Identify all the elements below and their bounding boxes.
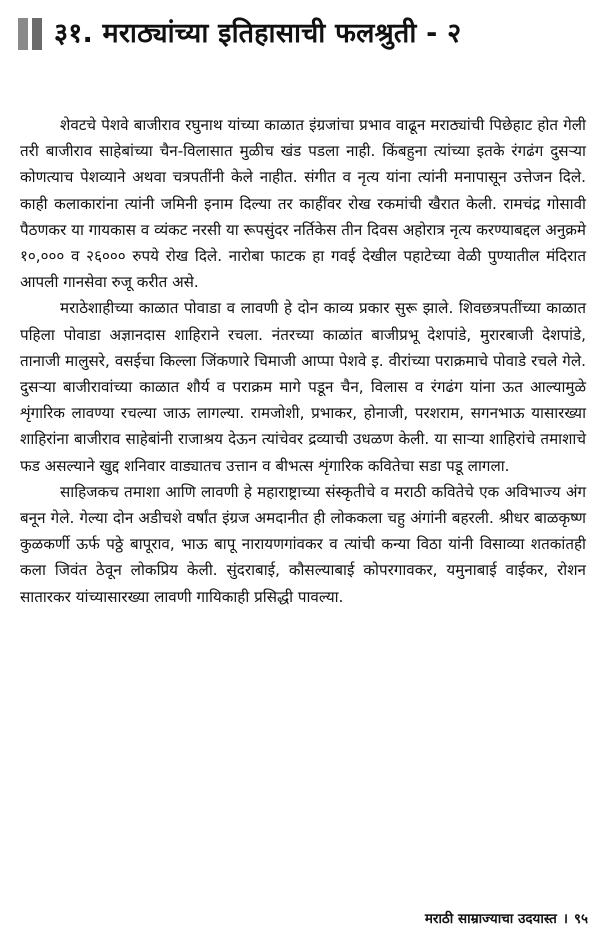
paragraph: शेवटचे पेशवे बाजीराव रघुनाथ यांच्या काळात इंग्रजांचा प्रभाव वाढून मराठ्यांची पिछेहाट होत गेली तरी बाजीराव साहेबांच्या चैन-विलासात मुळीच खंड पडला नाही. किंबहुना त्यांच्या इतके रंगढंग दुसऱ्या कोणत्याच पेशव्याने अथवा चत्रपतींनी केले नाहीत. संगीत व नृत्य यांना त्यांनी मनापासून उत्तेजन दिले. काही कलाकारांना त्यांनी जमिनी इनाम दिल्या तर काहींवर रोख रकमांची खैरात केली. रामचंद्र गोसावी पैठणकर या गायकास व व्यंकट नरसी या रूपसुंदर नर्तिकेस तीन दिवस अहोरात्र नृत्य करण्याबद्दल अनुक्रमे १०,००० व २६००० रुपये रोख दिले. नारोबा फाटक हा गवई देखील पहाटेच्या वेळी पुण्यातील मंदिरात आपली गानसेवा रुजू करीत असे. <box>20 116 586 292</box>
footer-separator: । <box>562 911 568 927</box>
marker-bar <box>32 18 42 50</box>
page-footer <box>320 904 588 932</box>
paragraph: साहिजकच तमाशा आणि लावणी हे महाराष्ट्राच्या संस्कृतीचे व मराठी कवितेचे एक अविभाज्य अंग बनून गेले. गेल्या दोन अडीचशे वर्षांत इंग्रज अमदानीत ही लोककला चहु अंगांनी बहरली. श्रीधर बाळकृष्ण कुळकर्णी ऊर्फ पठ्ठे बापूराव, भाऊ बापू नारायणगांवकर व त्यांची कन्या विठा यांनी विसाव्या शतकांतही कला जिवंत ठेवून लोकप्रिय केली. सुंदराबाई, कौसल्याबाई कोपरगावकर, यमुनाबाई वाईकर, रोशन सातारकर यांच्यासारख्या लावणी गायिकाही प्रसिद्धी पावल्या. <box>20 482 586 606</box>
paragraph: मराठेशाहीच्या काळात पोवाडा व लावणी हे दोन काव्य प्रकार सुरू झाले. शिवछत्रपतींच्या काळात पहिला पोवाडा अज्ञानदास शाहिराने रचला. नंतरच्या काळांत बाजीप्रभू देशपांडे, मुरारबाजी देशपांडे, तानाजी मालुसरे, वसईचा किल्ला जिंकणारे चिमाजी आप्पा पेशवे इ. वीरांच्या पराक्रमाचे पोवाडे रचले गेले. दुसऱ्या बाजीरावांच्या काळात शौर्य व पराक्रम मागे पडून चैन, विलास व रंगढंग यांना ऊत आल्यामुळे शृंगारिक लावण्या रचल्या जाऊ लागल्या. रामजोशी, प्रभाकर, होनाजी, परशराम, सगनभाऊ यासारख्या शाहिरांना बाजीराव साहेबांनी राजाश्रय देऊन त्यांचेवर द्रव्याची उधळण केली. या साऱ्या शाहिरांचे तमाशाचे फड असल्याने खुद्द शनिवार वाड्यातच उत्तान व बीभत्स शृंगारिक कवितेचा सडा पडू लागला. <box>20 299 586 475</box>
page-number: ९५ <box>573 911 588 927</box>
marker-bar <box>18 18 28 50</box>
book-title: मराठी साम्राज्याचा उदयास्त <box>424 911 557 927</box>
chapter-header <box>18 14 588 54</box>
chapter-title: ३१. मराठ्यांच्या इतिहासाची फलश्रुती - २ <box>54 18 462 49</box>
chapter-body <box>20 112 586 610</box>
chapter-marker-bars <box>18 18 42 50</box>
